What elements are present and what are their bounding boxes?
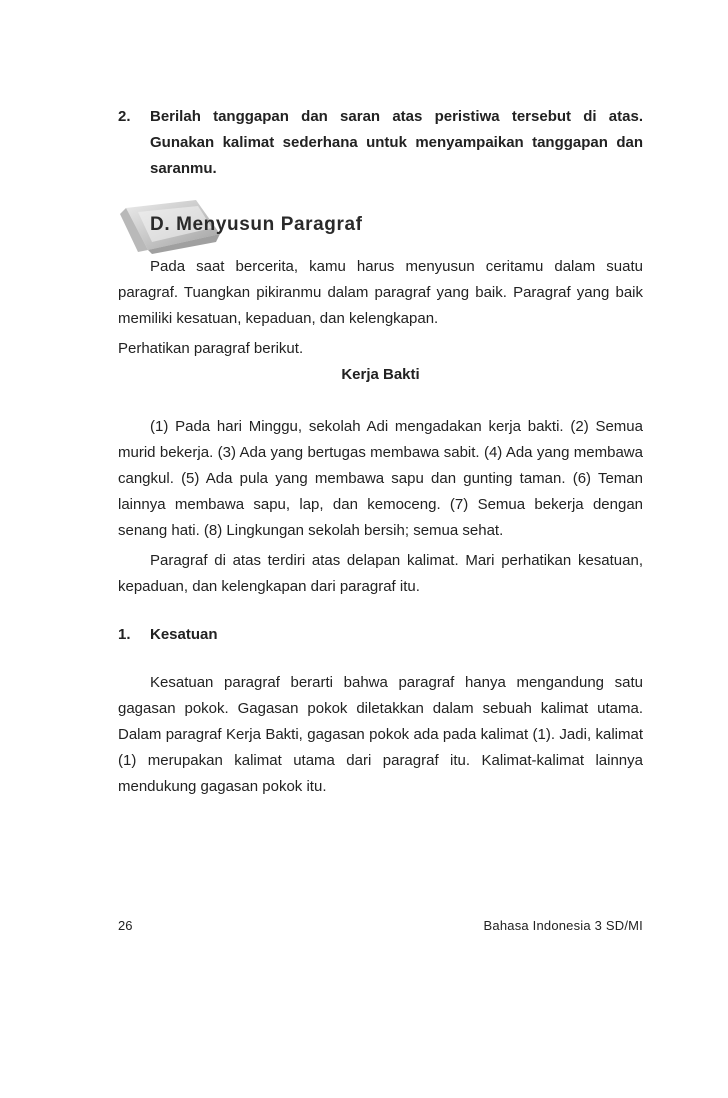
- item-text: Berilah tanggapan dan saran atas peristiwa tersebut di atas. Gunakan kalimat sederhana untuk menyampaikan tanggapan dan saranmu.: [150, 108, 643, 177]
- summary-paragraph: Paragraf di atas terdiri atas delapan kalimat. Mari perhatikan kesatuan, kepaduan, dan kelengkapan dari paragraf itu.: [118, 552, 643, 595]
- page-footer: [118, 918, 643, 933]
- item-number: 2.: [118, 108, 131, 125]
- page-content: [118, 104, 643, 800]
- story-paragraph: (1) Pada hari Minggu, sekolah Adi mengadakan kerja bakti. (2) Semua murid bekerja. (3) Ada yang bertugas membawa sabit. (4) Ada yang membawa cangkul. (5) Ada pula yang membawa sapu dan gunting taman. (6) Teman lainnya membawa sapu, lap, dan kemoceng. (7) Semua bekerja dengan senang hati. (8) Lingkungan sekolah bersih; semua sehat.: [118, 418, 643, 539]
- story-title: Kerja Bakti: [341, 366, 420, 383]
- subsection-1: [118, 622, 643, 648]
- subsection-title: Kesatuan: [150, 626, 218, 643]
- book-title: Bahasa Indonesia 3 SD/MI: [483, 918, 643, 933]
- subsection-number: 1.: [118, 626, 131, 643]
- question-item-2: [118, 104, 643, 182]
- section-title: D. Menyusun Paragraf: [150, 214, 363, 235]
- page-number: 26: [118, 918, 133, 933]
- intro-paragraph: Pada saat bercerita, kamu harus menyusun ceritamu dalam suatu paragraf. Tuangkan pikiranmu dalam paragraf yang baik. Paragraf yang baik memiliki kesatuan, kepaduan, dan kelengkapan.: [118, 258, 643, 327]
- kesatuan-paragraph: Kesatuan paragraf berarti bahwa paragraf hanya mengandung satu gagasan pokok. Gagasan pokok diletakkan dalam sebuah kalimat utama. Dalam paragraf Kerja Bakti, gagasan pokok ada pada kalimat (1). Jadi, kalimat (1) merupakan kalimat utama dari paragraf itu. Kalimat-kalimat lainnya mendukung gagasan pokok itu.: [118, 674, 643, 795]
- instruction-text: Perhatikan paragraf berikut.: [118, 340, 304, 357]
- section-heading: [118, 206, 643, 250]
